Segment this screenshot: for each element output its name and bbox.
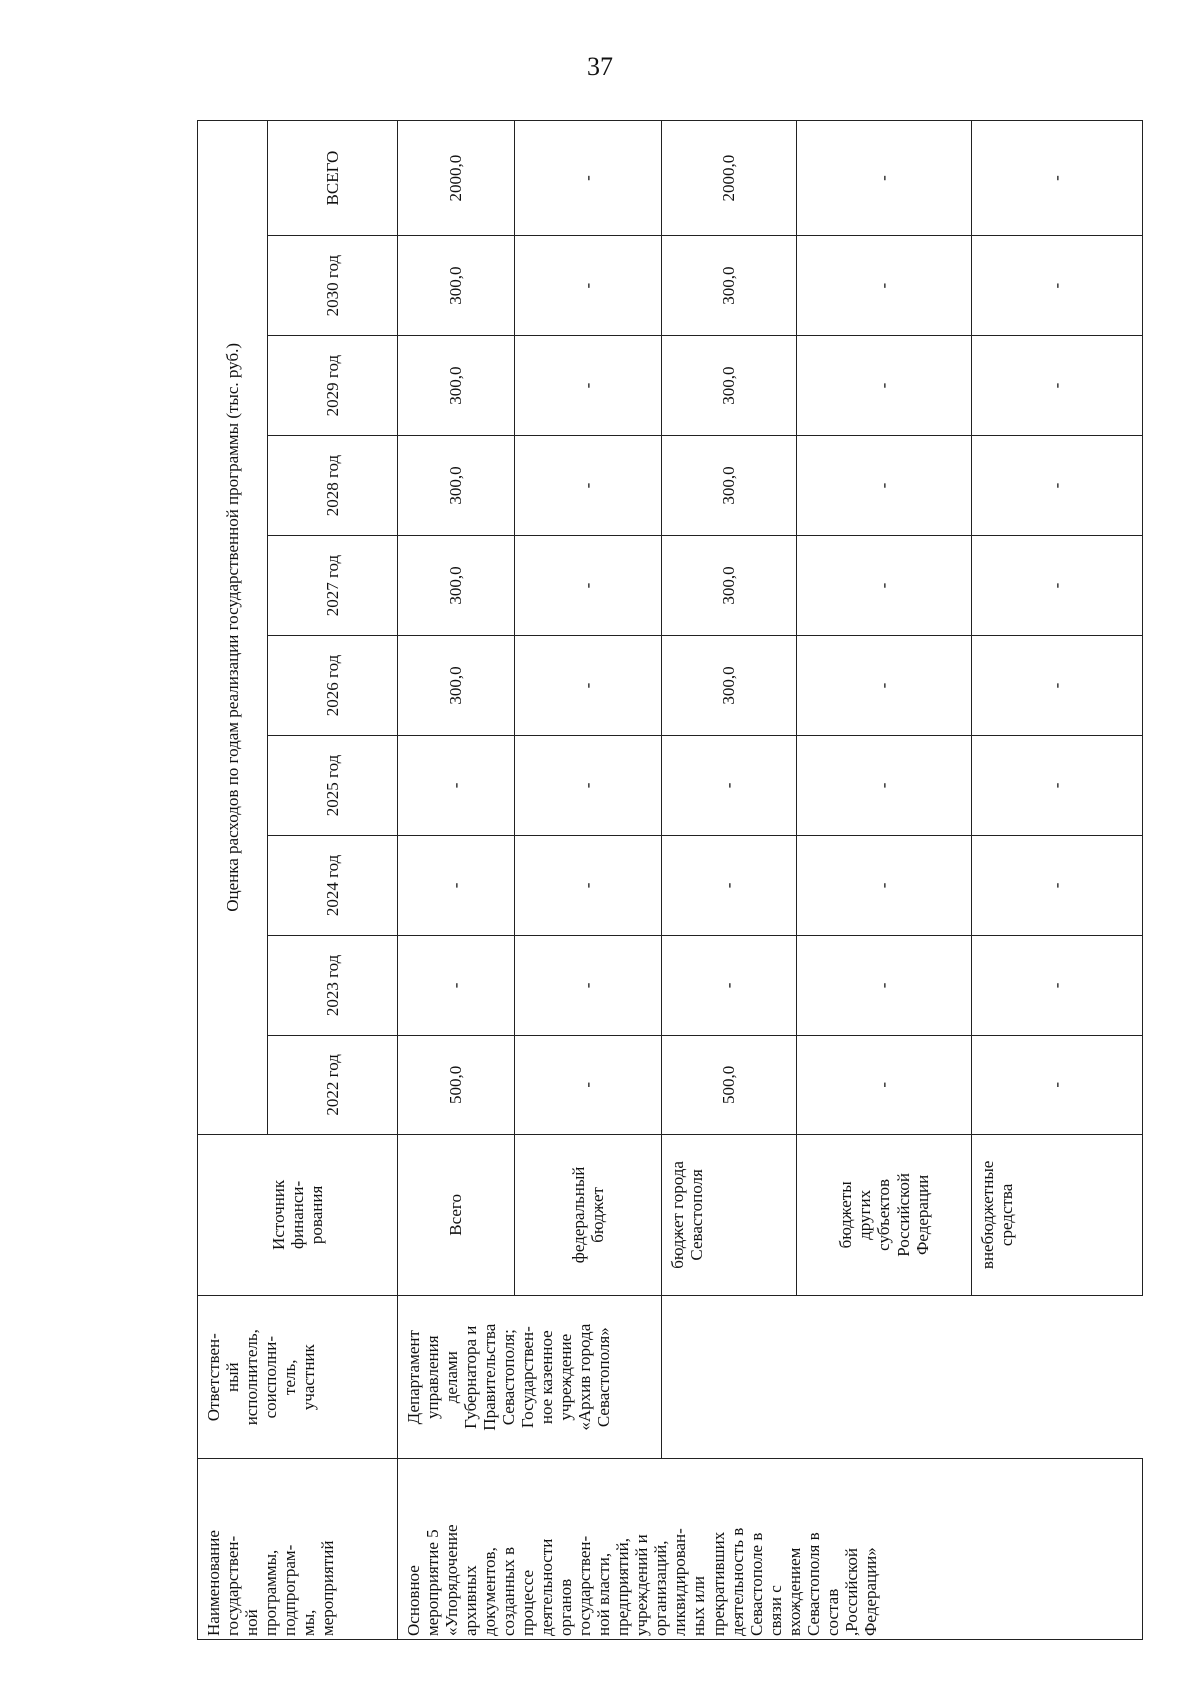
- value-cell: 300,0: [662, 636, 797, 736]
- executor-empty-cell: [662, 1296, 1143, 1459]
- source-cell: внебюджетные средства: [972, 1134, 1143, 1295]
- activity-name-cell: Основное мероприятие 5 «Упорядочение архивных документов, созданных в процессе деятельности органов государствен- ной власти, предприятий, учреждений и организаций, ликвидирован- ных или прекративших деятельность в Севастополе в связи с вхождением Севастополя в состав ,Российской Федерации»: [398, 1459, 1143, 1640]
- value-cell: 300,0: [398, 436, 515, 536]
- value-cell: 500,0: [662, 1035, 797, 1134]
- value-cell: 300,0: [398, 536, 515, 636]
- header-year-2: 2024 год: [268, 835, 398, 935]
- value-cell: -: [972, 1035, 1143, 1134]
- value-cell: -: [972, 636, 1143, 736]
- value-cell: -: [515, 236, 662, 336]
- header-year-0: 2022 год: [268, 1035, 398, 1134]
- value-cell: -: [515, 121, 662, 236]
- value-cell: -: [972, 436, 1143, 536]
- value-cell: -: [662, 835, 797, 935]
- value-cell: 300,0: [662, 236, 797, 336]
- value-cell: -: [797, 1035, 972, 1134]
- value-cell: -: [972, 236, 1143, 336]
- value-cell: 300,0: [662, 536, 797, 636]
- value-cell: -: [797, 935, 972, 1035]
- value-cell: -: [515, 735, 662, 835]
- source-cell: Всего: [398, 1134, 515, 1295]
- value-cell: -: [515, 835, 662, 935]
- value-cell: 2000,0: [662, 121, 797, 236]
- header-year-1: 2023 год: [268, 935, 398, 1035]
- header-year-9: ВСЕГО: [268, 121, 398, 236]
- header-year-8: 2030 год: [268, 236, 398, 336]
- value-cell: -: [972, 935, 1143, 1035]
- executor-cell: Департамент управления делами Губернатора и Правительства Севастополя; Государствен- ное казенное учреждение «Архив города Севастополя»: [398, 1296, 662, 1459]
- budget-table: [197, 120, 1143, 1640]
- value-cell: -: [515, 1035, 662, 1134]
- header-source: Источник финанси- рования: [198, 1134, 398, 1295]
- value-cell: -: [972, 835, 1143, 935]
- value-cell: -: [797, 121, 972, 236]
- value-cell: 300,0: [398, 336, 515, 436]
- header-year-4: 2026 год: [268, 636, 398, 736]
- value-cell: -: [515, 436, 662, 536]
- value-cell: -: [972, 536, 1143, 636]
- value-cell: -: [797, 636, 972, 736]
- value-cell: 300,0: [662, 336, 797, 436]
- value-cell: -: [515, 536, 662, 636]
- value-cell: -: [515, 636, 662, 736]
- value-cell: -: [797, 735, 972, 835]
- value-cell: -: [398, 735, 515, 835]
- value-cell: -: [972, 735, 1143, 835]
- header-year-6: 2028 год: [268, 436, 398, 536]
- source-cell: бюджет города Севастополя: [662, 1134, 797, 1295]
- value-cell: -: [398, 835, 515, 935]
- header-name: Наименование государствен- ной программы, подпрограм- мы, мероприятий: [198, 1459, 398, 1640]
- source-cell: бюджеты других субъектов Российской Федерации: [797, 1134, 972, 1295]
- header-year-5: 2027 год: [268, 536, 398, 636]
- value-cell: 300,0: [398, 236, 515, 336]
- value-cell: -: [797, 436, 972, 536]
- value-cell: 500,0: [398, 1035, 515, 1134]
- value-cell: -: [398, 935, 515, 1035]
- rotated-table-wrapper: [197, 120, 1142, 1640]
- value-cell: -: [797, 835, 972, 935]
- value-cell: -: [515, 935, 662, 1035]
- header-year-7: 2029 год: [268, 336, 398, 436]
- value-cell: -: [972, 336, 1143, 436]
- source-cell: федеральный бюджет: [515, 1134, 662, 1295]
- value-cell: -: [797, 536, 972, 636]
- header-year-3: 2025 год: [268, 735, 398, 835]
- value-cell: -: [662, 935, 797, 1035]
- value-cell: -: [972, 121, 1143, 236]
- header-executor: Ответствен- ный исполнитель, соисполни- тель, участник: [198, 1296, 398, 1459]
- value-cell: 300,0: [398, 636, 515, 736]
- value-cell: 300,0: [662, 436, 797, 536]
- value-cell: -: [662, 735, 797, 835]
- value-cell: -: [797, 236, 972, 336]
- value-cell: -: [797, 336, 972, 436]
- header-estimate-group: Оценка расходов по годам реализации государственной программы (тыс. руб.): [198, 121, 268, 1135]
- value-cell: -: [515, 336, 662, 436]
- value-cell: 2000,0: [398, 121, 515, 236]
- page-number: 37: [587, 52, 613, 81]
